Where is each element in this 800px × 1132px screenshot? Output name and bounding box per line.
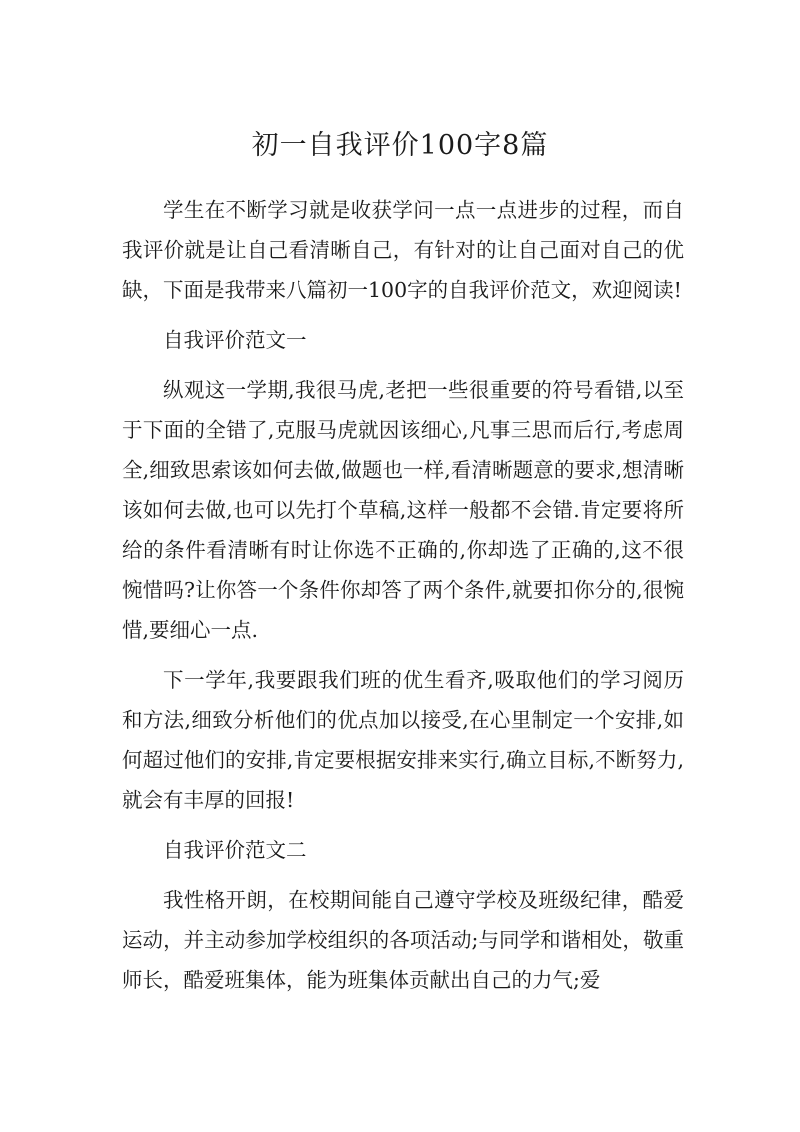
document-body (122, 190, 684, 1010)
sample-two-paragraph-1: 我性格开朗，在校期间能自己遵守学校及班级纪律，酷爱运动，并主动参加学校组织的各项活动;与同学和谐相处，敬重师长，酷爱班集体，能为班集体贡献出自己的力气;爱 (122, 888, 684, 992)
sample-one-paragraph-1: 纵观这一学期,我很马虎,老把一些很重要的符号看错,以至于下面的全错了,克服马虎就因该细心,凡事三思而后行,考虑周全,细致思索该如何去做,做题也一样,看清晰题意的要求,想清晰该如何去做,也可以先打个草稿,这样一般都不会错.肯定要将所给的条件看清晰有时让你选不正确的,你却选了正确的,这不很惋惜吗?让你答一个条件你却答了两个条件,就要扣你分的,很惋惜,要细心一点. (122, 378, 684, 642)
document-title: 初一自我评价100字8篇 (251, 130, 549, 161)
section-heading-1: 自我评价范文一 (163, 328, 307, 352)
sample-one-paragraph-2: 下一学年,我要跟我们班的优生看齐,吸取他们的学习阅历和方法,细致分析他们的优点加以接受,在心里制定一个安排,如何超过他们的安排,肯定要根据安排来实行,确立目标,不断努力,就会有丰厚的回报! (122, 668, 684, 812)
intro-paragraph: 学生在不断学习就是收获学问一点一点进步的过程，而自我评价就是让自己看清晰自己，有针对的让自己面对自己的优缺，下面是我带来八篇初一100字的自我评价范文，欢迎阅读! (122, 198, 684, 302)
section-heading-2: 自我评价范文二 (163, 838, 307, 862)
